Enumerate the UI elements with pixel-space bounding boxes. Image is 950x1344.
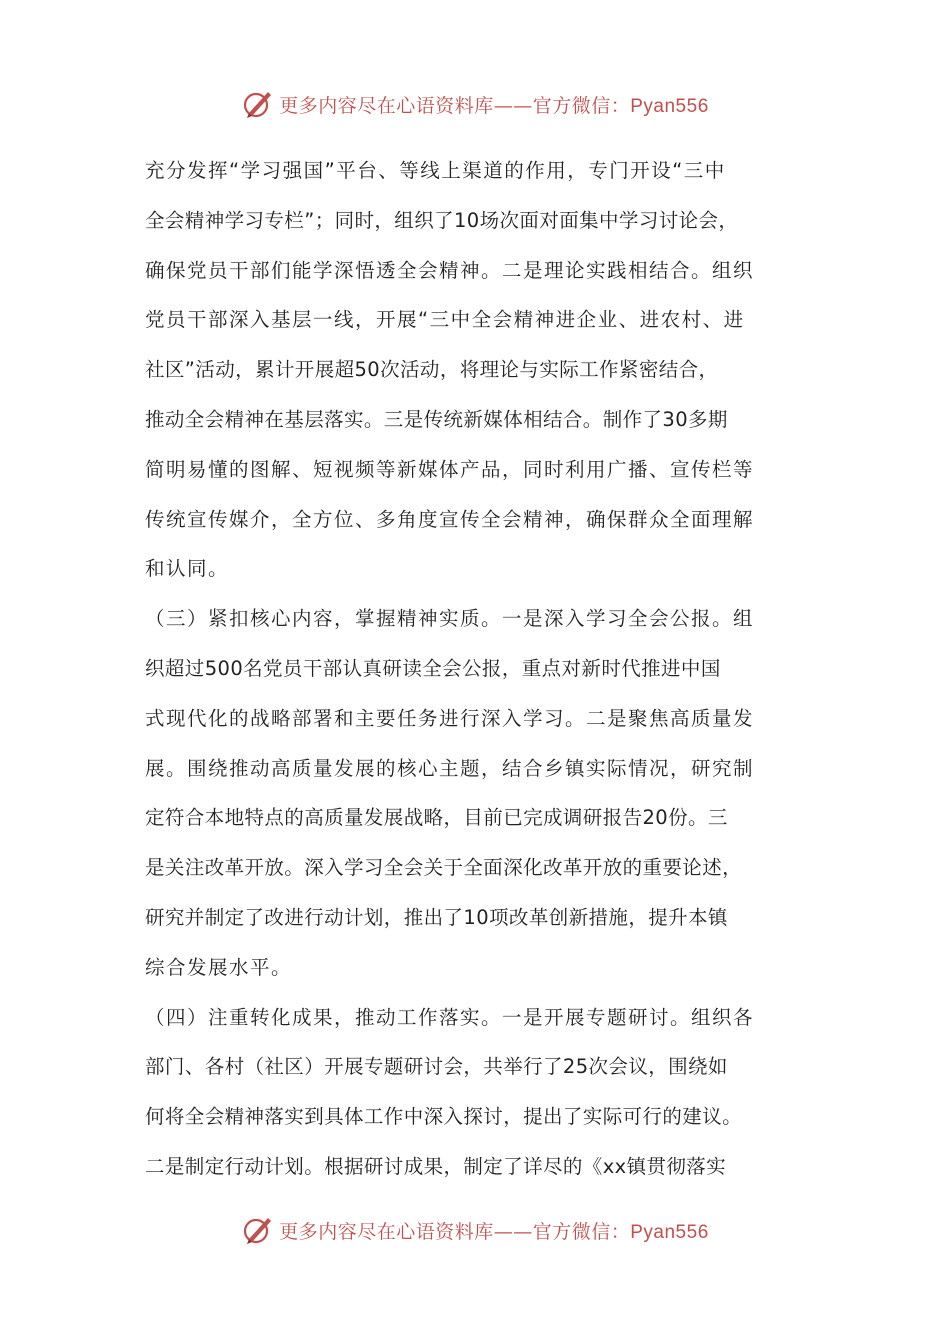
- watermark-text: 更多内容尽在心语资料库——官方微信：Pyan556: [279, 1220, 709, 1243]
- text-line: 社区”活动，累计开展超50次活动，将理论与实际工作紧密结合，: [145, 358, 719, 382]
- text-line: 传统宣传媒介，全方位、多角度宣传全会精神，确保群众全面理解: [145, 507, 755, 531]
- section-heading-line: （四）注重转化成果，推动工作落实。一是开展专题研讨。组织各: [145, 1005, 755, 1029]
- text-line: 部门、各村（社区）开展专题研讨会，共举行了25次会议，围绕如: [145, 1055, 728, 1079]
- watermark-banner-bottom: [0, 1208, 950, 1252]
- watermark-text: 更多内容尽在心语资料库——官方微信：Pyan556: [279, 94, 709, 117]
- text-line: 是关注改革开放。深入学习全会关于全面深化改革开放的重要论述，: [145, 856, 743, 880]
- text-line: 简明易懂的图解、短视频等新媒体产品，同时利用广播、宣传栏等: [145, 457, 755, 481]
- text-line: 确保党员干部们能学深悟透全会精神。二是理论实践相结合。组织: [145, 258, 755, 282]
- text-line: 二是制定行动计划。根据研讨成果，制定了详尽的《xx镇贯彻落实: [145, 1154, 727, 1178]
- text-line: 织超过500名党员干部认真研读全会公报，重点对新时代推进中国: [145, 656, 721, 680]
- text-line: 综合发展水平。: [145, 955, 293, 979]
- pen-logo-icon: [241, 1213, 275, 1247]
- section-heading-line: （三）紧扣核心内容，掌握精神实质。一是深入学习全会公报。组: [145, 607, 755, 631]
- text-line: 定符合本地特点的高质量发展战略，目前已完成调研报告20份。三: [145, 806, 728, 830]
- text-line: 和认同。: [145, 557, 230, 581]
- watermark-banner-top: [0, 82, 950, 126]
- pen-logo-icon: [241, 87, 275, 121]
- text-line: 式现代化的战略部署和主要任务进行深入学习。二是聚焦高质量发: [145, 706, 755, 730]
- text-line: 全会精神学习专栏”；同时，组织了10场次面对面集中学习讨论会，: [145, 208, 739, 232]
- text-line: 何将全会精神落实到具体工作中深入探讨，提出了实际可行的建议。: [145, 1105, 743, 1129]
- text-line: 展。围绕推动高质量发展的核心主题，结合乡镇实际情况，研究制: [145, 756, 755, 780]
- text-line: 党员干部深入基层一线，开展“三中全会精神进企业、进农村、进: [145, 308, 745, 332]
- text-line: 充分发挥“学习强国”平台、等线上渠道的作用，专门开设“三中: [145, 159, 726, 182]
- document-body: [145, 146, 815, 1192]
- text-line: 研究并制定了改进行动计划，推出了10项改革创新措施，提升本镇: [145, 905, 728, 929]
- text-line: 推动全会精神在基层落实。三是传统新媒体相结合。制作了30多期: [145, 407, 728, 431]
